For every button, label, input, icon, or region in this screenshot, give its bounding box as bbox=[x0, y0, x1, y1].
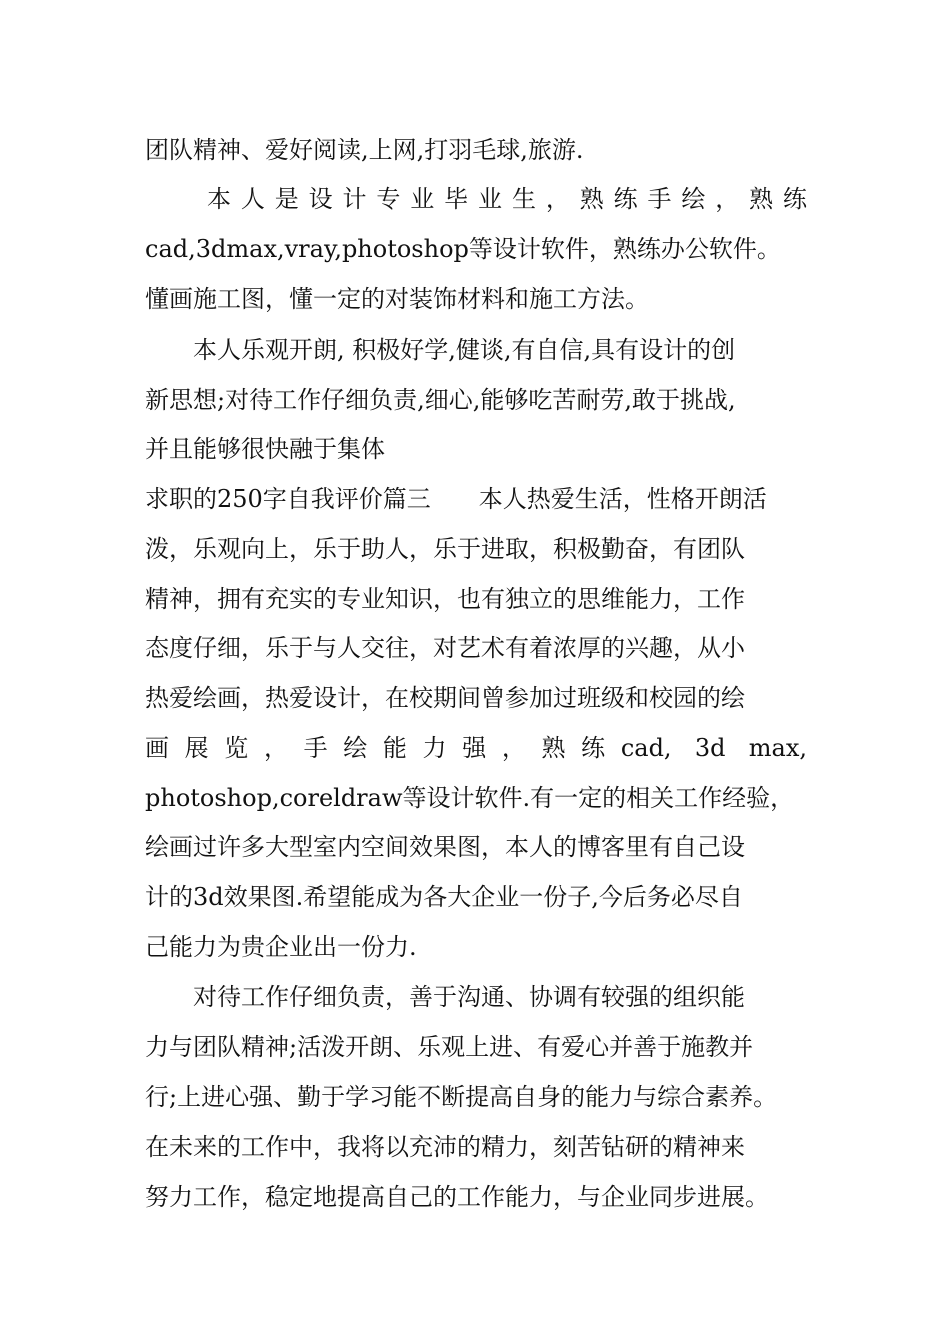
text-line: 态度仔细，乐于与人交往，对艺术有着浓厚的兴趣，从小 bbox=[145, 634, 745, 662]
text-line: 热爱绘画，热爱设计，在校期间曾参加过班级和校园的绘 bbox=[145, 684, 745, 712]
text-line: 精神，拥有充实的专业知识，也有独立的思维能力，工作 bbox=[145, 585, 745, 613]
text-line: cad,3dmax,vray,photoshop等设计软件，熟练办公软件。 bbox=[145, 235, 781, 263]
text-line: 求职的250字自我评价篇三 本人热爱生活，性格开朗活 bbox=[145, 485, 767, 513]
text-line: 计的3d效果图.希望能成为各大企业一份子,今后务必尽自 bbox=[145, 883, 743, 911]
text-line: 懂画施工图，懂一定的对装饰材料和施工方法。 bbox=[145, 285, 649, 313]
text-line: 己能力为贵企业出一份力. bbox=[145, 933, 417, 961]
text-line: 在未来的工作中，我将以充沛的精力，刻苦钻研的精神来 bbox=[145, 1133, 745, 1161]
text-line: 画展览，手绘能力强，熟练cad, 3d max, bbox=[145, 734, 807, 762]
text-line: 团队精神、爱好阅读,上网,打羽毛球,旅游. bbox=[145, 136, 584, 164]
text-line: photoshop,coreldraw等设计软件.有一定的相关工作经验， bbox=[145, 784, 795, 812]
text-line: 新思想;对待工作仔细负责,细心,能够吃苦耐劳,敢于挑战, bbox=[145, 386, 736, 414]
text-line: 本人是设计专业毕业生，熟练手绘，熟练 bbox=[207, 185, 807, 213]
text-line: 力与团队精神;活泼开朗、乐观上进、有爱心并善于施教并 bbox=[145, 1033, 754, 1061]
text-line: 绘画过许多大型室内空间效果图，本人的博客里有自己设 bbox=[145, 833, 745, 861]
text-line: 泼，乐观向上，乐于助人，乐于进取，积极勤奋，有团队 bbox=[145, 535, 745, 563]
text-line: 对待工作仔细负责，善于沟通、协调有较强的组织能 bbox=[193, 983, 745, 1011]
text-line: 并且能够很快融于集体 bbox=[145, 435, 385, 463]
text-line: 本人乐观开朗, 积极好学,健谈,有自信,具有设计的创 bbox=[193, 336, 736, 364]
text-line: 行;上进心强、勤于学习能不断提高自身的能力与综合素养。 bbox=[145, 1083, 778, 1111]
text-line: 努力工作，稳定地提高自己的工作能力，与企业同步进展。 bbox=[145, 1183, 769, 1211]
